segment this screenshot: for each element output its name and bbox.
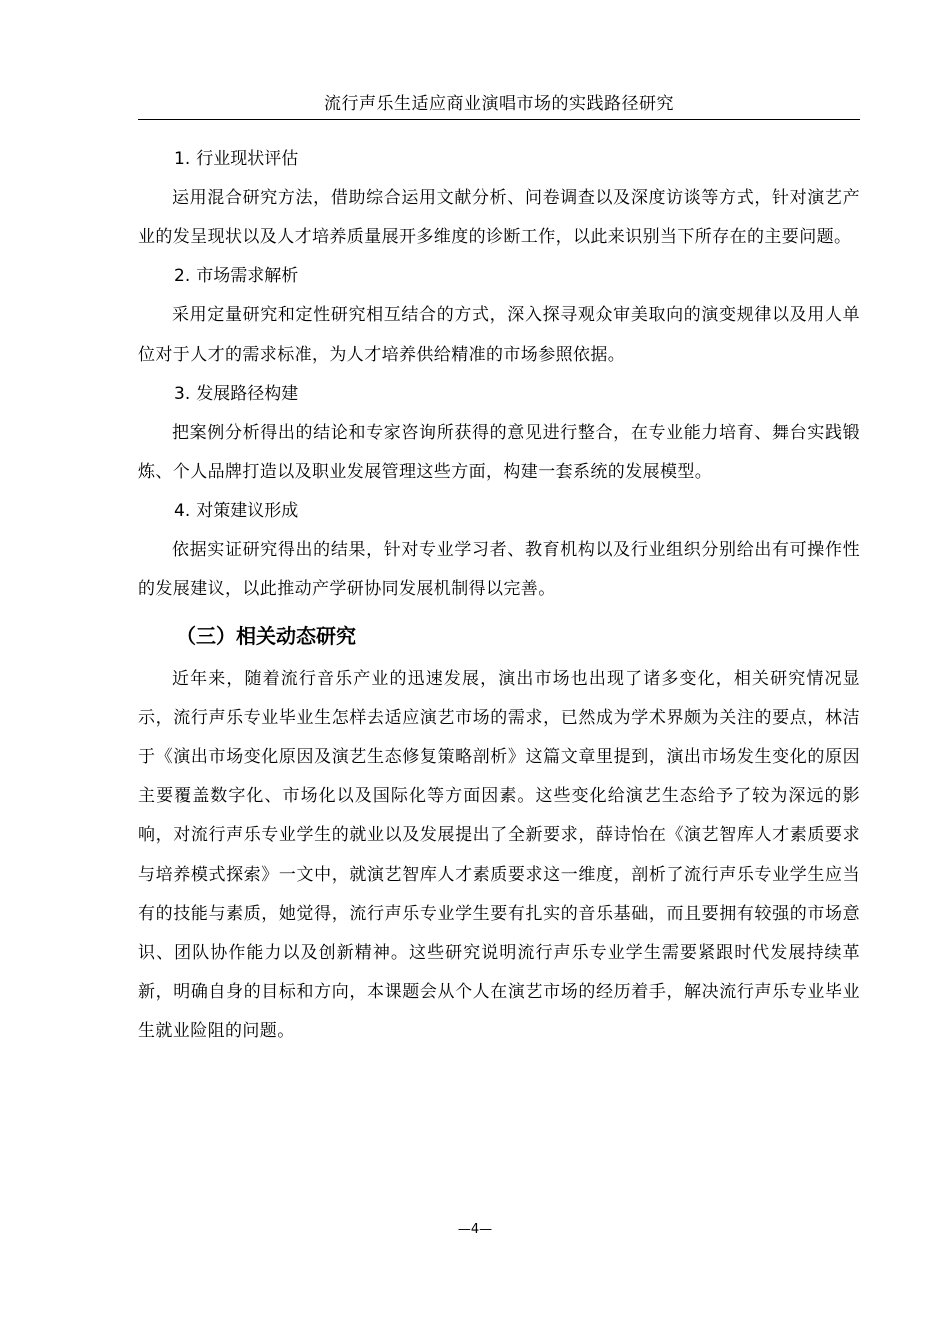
item-title: 发展路径构建 [196, 383, 299, 404]
item-heading-2 [138, 257, 860, 296]
item-body-2: 采用定量研究和定性研究相互结合的方式，深入探寻观众审美取向的演变规律以及用人单位对于人才的需求标准，为人才培养供给精准的市场参照依据。 [138, 305, 860, 365]
item-number: 1. [174, 149, 191, 169]
item-heading-3 [138, 375, 860, 414]
item-title: 市场需求解析 [196, 266, 299, 287]
page-number: —4— [457, 1222, 493, 1237]
header-rule [138, 119, 860, 120]
page-content [138, 140, 860, 1052]
item-number: 2. [174, 266, 191, 287]
item-title: 行业现状评估 [196, 149, 299, 169]
section-body: 近年来，随着流行音乐产业的迅速发展，演出市场也出现了诸多变化，相关研究情况显示，流行声乐专业毕业生怎样去适应演艺市场的需求，已然成为学术界颇为关注的要点，林洁于《演出市场变化原因及演艺生态修复策略剖析》这篇文章里提到，演出市场发生变化的原因主要覆盖数字化、市场化以及国际化等方面因素。这些变化给演艺生态给予了较为深远的影响，对流行声乐专业学生的就业以及发展提出了全新要求，薛诗怡在《演艺智库人才素质要求与培养模式探索》一文中，就演艺智库人才素质要求这一维度，剖析了流行声乐专业学生应当有的技能与素质，她觉得，流行声乐专业学生要有扎实的音乐基础，而且要拥有较强的市场意识、团队协作能力以及创新精神。这些研究说明流行声乐专业学生需要紧跟时代发展持续革新，明确自身的目标和方向，本课题会从个人在演艺市场的经历着手，解决流行声乐专业毕业生就业险阻的问题。 [138, 668, 860, 1042]
item-title: 对策建议形成 [196, 501, 299, 522]
item-heading-1 [138, 140, 860, 179]
item-number: 3. [174, 383, 191, 404]
item-body-1: 运用混合研究方法，借助综合运用文献分析、问卷调查以及深度访谈等方式，针对演艺产业的发呈现状以及人才培养质量展开多维度的诊断工作，以此来识别当下所存在的主要问题。 [138, 188, 860, 248]
running-header: 流行声乐生适应商业演唱市场的实践路径研究 [324, 94, 674, 114]
item-heading-4 [138, 492, 860, 531]
section-heading: （三）相关动态研究 [176, 623, 356, 648]
item-body-3: 把案例分析得出的结论和专家咨询所获得的意见进行整合，在专业能力培育、舞台实践锻炼、个人品牌打造以及职业发展管理这些方面，构建一套系统的发展模型。 [138, 422, 860, 483]
item-body-4: 依据实证研究得出的结果，针对专业学习者、教育机构以及行业组织分别给出有可操作性的发展建议，以此推动产学研协同发展机制得以完善。 [138, 540, 860, 600]
item-number: 4. [174, 501, 191, 522]
